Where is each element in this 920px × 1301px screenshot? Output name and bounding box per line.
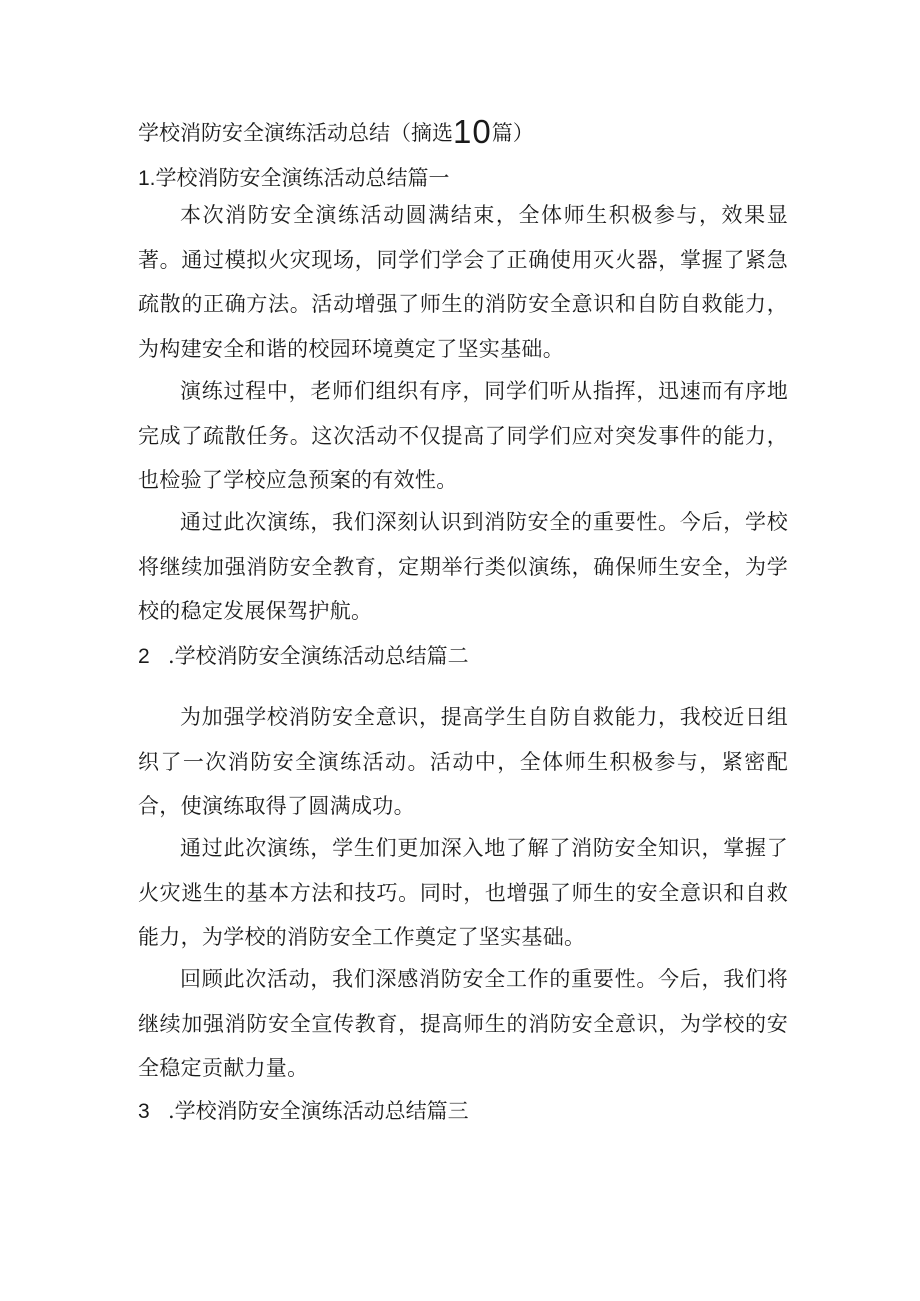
section-2-paragraph-1: 为加强学校消防安全意识，提高学生自防自救能力，我校近日组织了一次消防安全演练活动。活动中，全体师生积极参与，紧密配合，使演练取得了圆满成功。 <box>138 705 788 818</box>
section-number-1: 1. <box>138 167 156 190</box>
document-title-number: 10 <box>453 113 492 150</box>
document-title-suffix: 篇） <box>491 121 534 145</box>
section-number-2: 2 <box>138 645 150 668</box>
section-number-3: 3 <box>138 1100 150 1123</box>
document-title <box>138 114 534 151</box>
section-title-3: .学校消防安全演练活动总结篇三 <box>168 1099 469 1123</box>
section-2-paragraph-3: 回顾此次活动，我们深感消防安全工作的重要性。今后，我们将继续加强消防安全宣传教育，提高师生的消防安全意识，为学校的安全稳定贡献力量。 <box>138 967 788 1080</box>
section-title-2: .学校消防安全演练活动总结篇二 <box>168 644 469 668</box>
section-1-paragraph-2: 演练过程中，老师们组织有序，同学们听从指挥，迅速而有序地完成了疏散任务。这次活动不仅提高了同学们应对突发事件的能力，也检验了学校应急预案的有效性。 <box>138 379 788 492</box>
section-heading-1 <box>138 160 450 197</box>
section-1-paragraph-3: 通过此次演练，我们深刻认识到消防安全的重要性。今后，学校将继续加强消防安全教育，定期举行类似演练，确保师生安全，为学校的稳定发展保驾护航。 <box>138 510 788 623</box>
section-heading-3 <box>138 1093 469 1130</box>
section-2-paragraph-2: 通过此次演练，学生们更加深入地了解了消防安全知识，掌握了火灾逃生的基本方法和技巧。同时，也增强了师生的安全意识和自救能力，为学校的消防安全工作奠定了坚实基础。 <box>138 836 788 949</box>
document-title-prefix: 学校消防安全演练活动总结（摘选 <box>138 121 453 145</box>
section-1-paragraph-1: 本次消防安全演练活动圆满结束，全体师生积极参与，效果显著。通过模拟火灾现场，同学们学会了正确使用灭火器，掌握了紧急疏散的正确方法。活动增强了师生的消防安全意识和自防自救能力，为构建安全和谐的校园环境奠定了坚实基础。 <box>138 203 788 361</box>
section-heading-2 <box>138 638 469 675</box>
section-title-1: 学校消防安全演练活动总结篇一 <box>155 166 450 190</box>
